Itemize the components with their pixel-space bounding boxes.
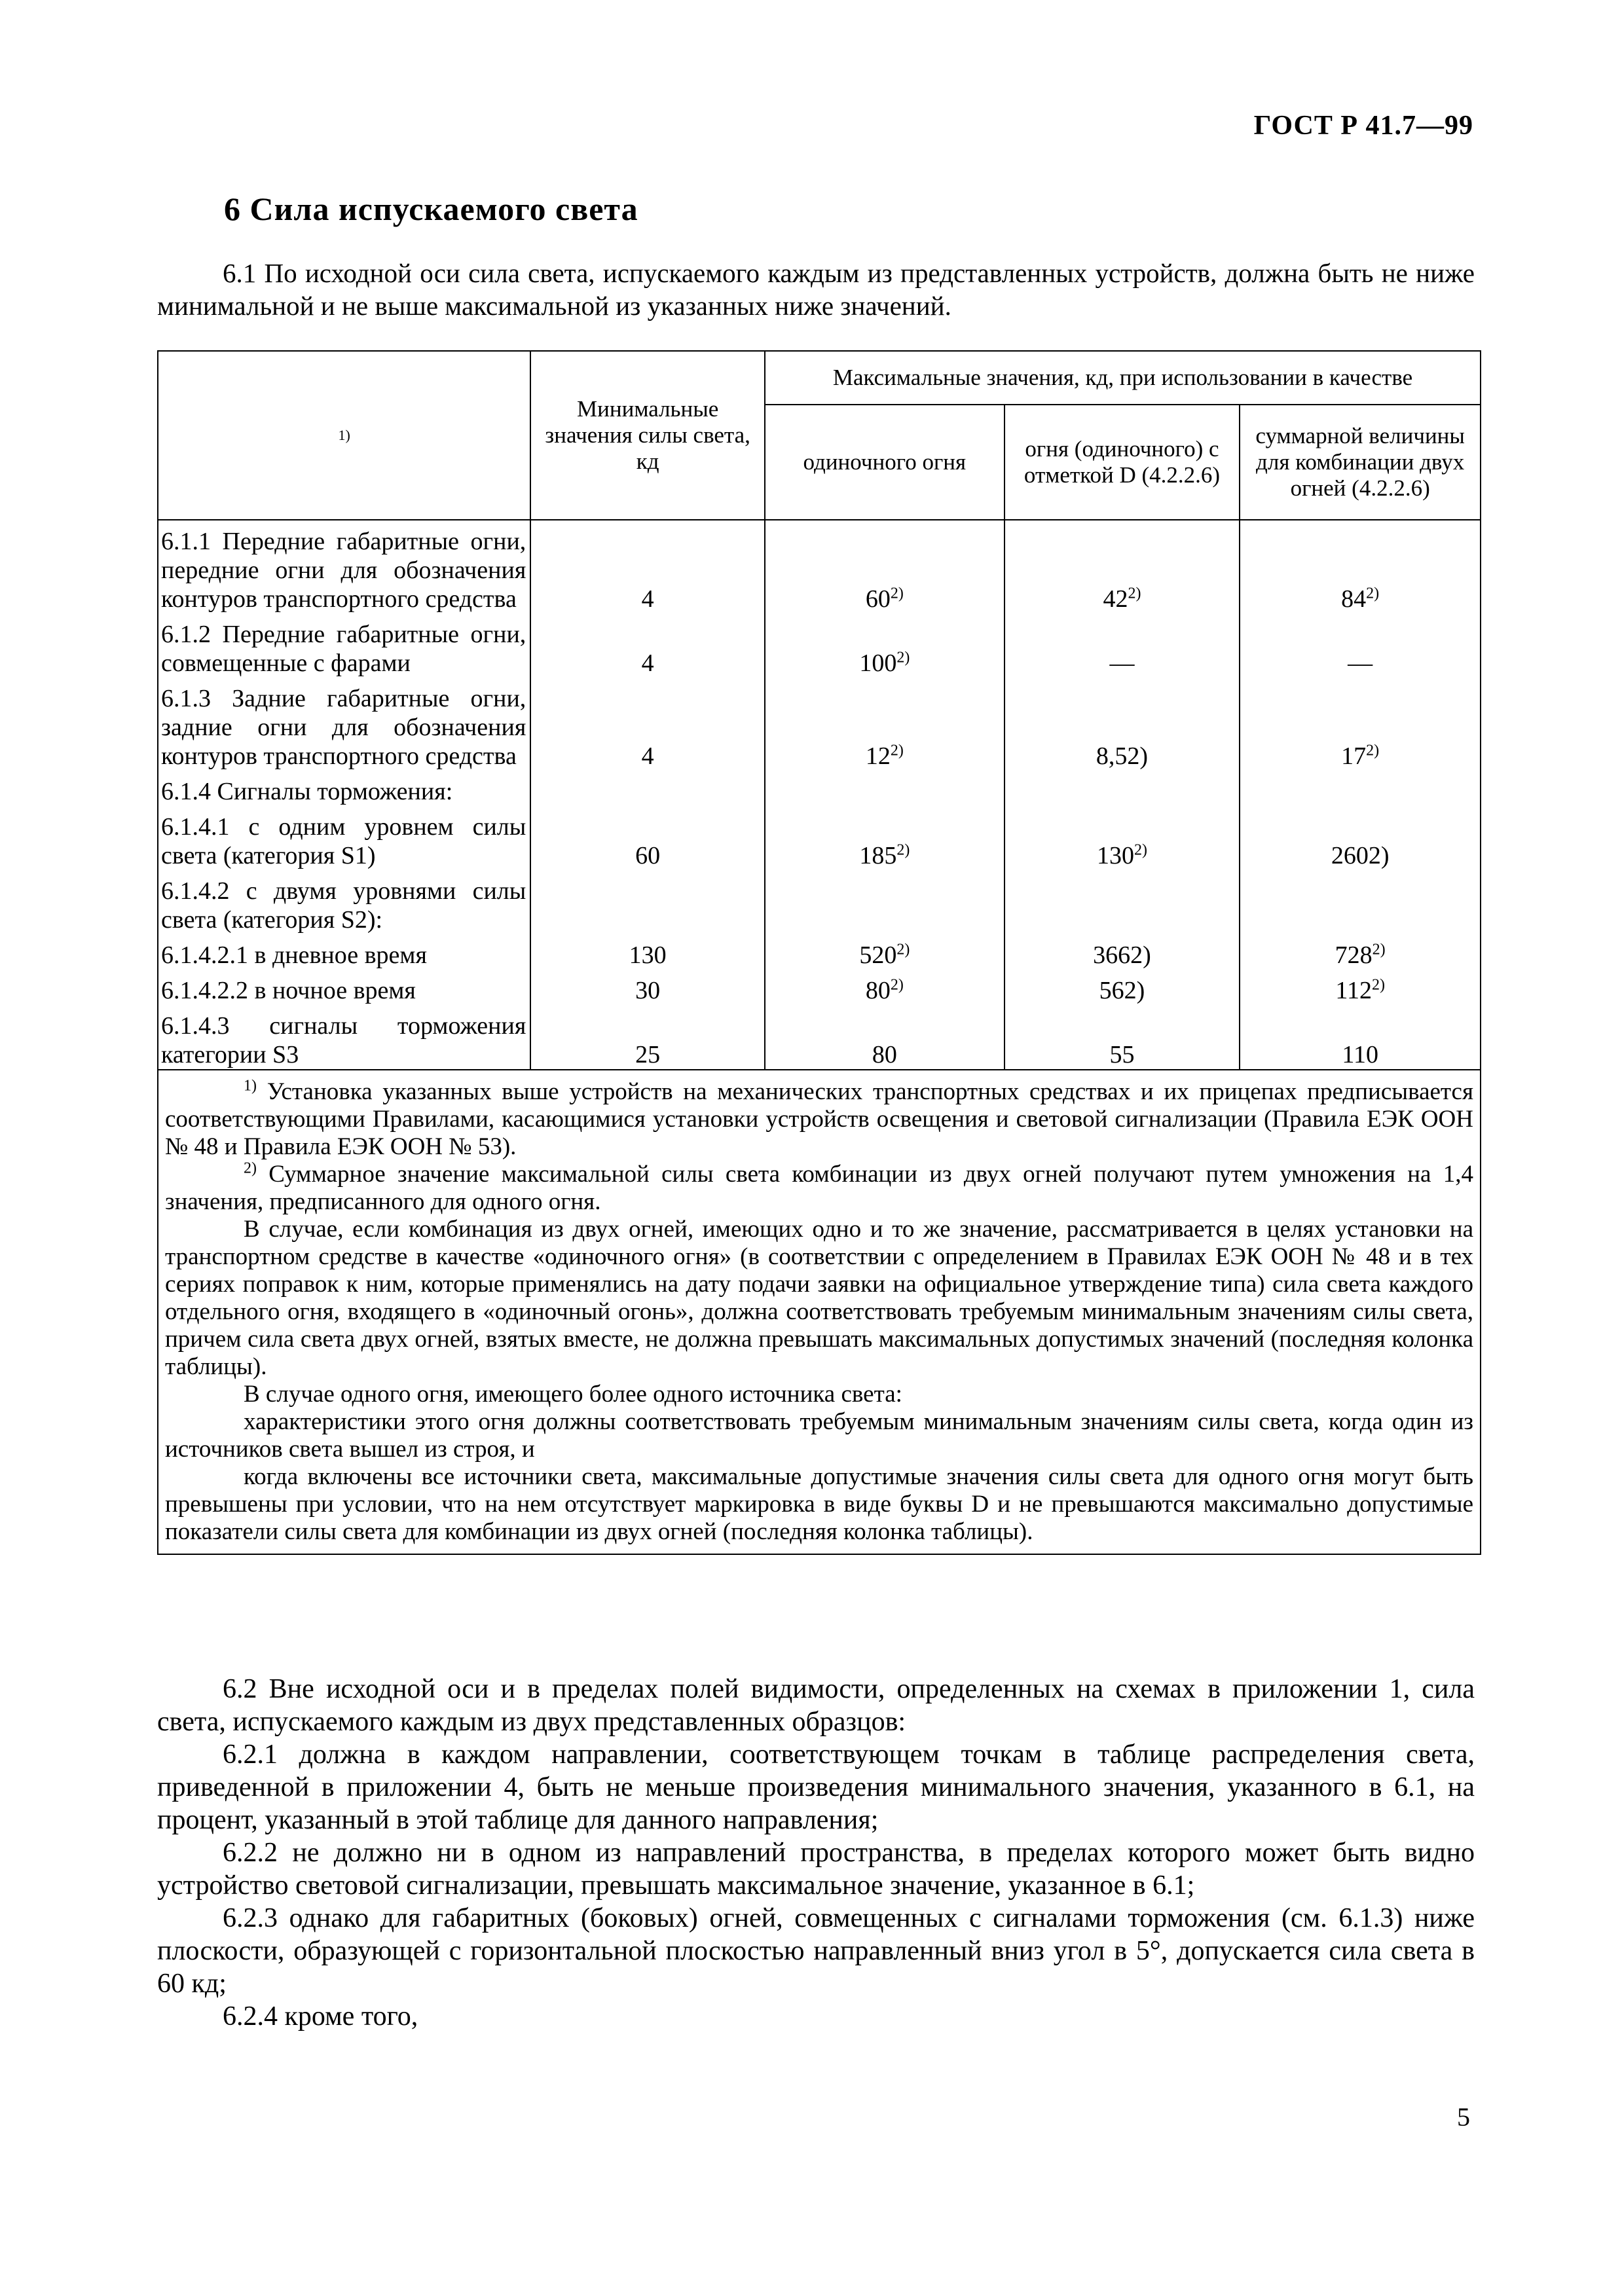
cell-single-d xyxy=(1005,771,1240,806)
cell-min: 25 xyxy=(530,1005,765,1070)
row-label: 6.1.4 Сигналы торможения: xyxy=(158,771,530,806)
document-code: ГОСТ Р 41.7—99 xyxy=(1253,111,1473,141)
cell-single-d: — xyxy=(1005,613,1240,678)
row-label: 6.1.1 Передние габаритные огни, передние огни для обозначения контуров транспортного средства xyxy=(158,520,530,613)
table-row xyxy=(158,678,1481,771)
section-title: 6 Сила испускаемого света xyxy=(224,191,638,227)
cell-single-d: 8,52) xyxy=(1005,678,1240,771)
table-row xyxy=(158,970,1481,1005)
table-row xyxy=(158,1005,1481,1070)
table-row xyxy=(158,806,1481,870)
note-all-sources: когда включены все источники света, максимальные допустимые значения силы света для одного огня могут быть превышены при условии, что на нем отсутствует маркировка в виде буквы D и не превышаются максимально допустимые показатели силы света для комбинации из двух огней (последняя колонка таблицы). xyxy=(165,1463,1473,1545)
row-label: 6.1.4.3 сигналы торможения категории S3 xyxy=(158,1005,530,1070)
row-label: 6.1.4.2.2 в ночное время xyxy=(158,970,530,1005)
cell-single: 520$^{2)}$ xyxy=(765,934,1005,970)
cell-combined xyxy=(1240,870,1481,934)
cell-min: 4 xyxy=(530,613,765,678)
table-row xyxy=(158,870,1481,934)
cell-min: 60 xyxy=(530,806,765,870)
paragraph-6-2-3: 6.2.3 однако для габаритных (боковых) огней, совмещенных с сигналами торможения (см. 6.1.3) ниже плоскости, образующей с горизонтальной плоскостью направленный вниз угол в 5°, допускается сила света в 60 кд; xyxy=(157,1903,1475,1999)
cell-combined: 2602) xyxy=(1240,806,1481,870)
table-row xyxy=(158,771,1481,806)
paragraph-6-2-1: 6.2.1 должна в каждом направлении, соответствующем точкам в таблице распределения света, приведенной в приложении 4, быть не меньше произведения минимального значения, указанного в 6.1, на процент, указанный в этой таблице для данного направления; xyxy=(157,1740,1475,1835)
cell-combined: 112$^{2)}$ xyxy=(1240,970,1481,1005)
header-single-d-light: огня (одиночного) с отметкой D (4.2.2.6) xyxy=(1005,405,1240,520)
table-notes xyxy=(158,1070,1481,1554)
table-row xyxy=(158,934,1481,970)
cell-single-d: 55 xyxy=(1005,1005,1240,1070)
cell-combined: — xyxy=(1240,613,1481,678)
cell-min: 4 xyxy=(530,520,765,613)
note-single-light: В случае одного огня, имеющего более одного источника света: xyxy=(244,1381,902,1408)
footnote-1: $^{1)}$ Установка указанных выше устройств на механических транспортных средствах и их прицепах предписывается соответствующими Правилами, касающимися установки устройств освещения и световой сигнализации (Правила ЕЭК ООН № 48 и Правила ЕЭК ООН № 53). xyxy=(165,1077,1473,1160)
cell-single: 80 xyxy=(765,1005,1005,1070)
table-row xyxy=(158,520,1481,613)
row-label: 6.1.2 Передние габаритные огни, совмещенные с фарами xyxy=(158,613,530,678)
cell-combined: 17$^{2)}$ xyxy=(1240,678,1481,771)
cell-min: 130 xyxy=(530,934,765,970)
footnote-2: $^{2)}$ Суммарное значение максимальной силы света комбинации из двух огней получают путем умножения на 1,4 значения, предписанного для одного огня. xyxy=(165,1159,1473,1215)
cell-min xyxy=(530,771,765,806)
paragraph-6-2-2: 6.2.2 не должно ни в одном из направлений пространства, в пределах которого может быть видно устройство световой сигнализации, превышать максимальное значение, указанное в 6.1; xyxy=(157,1838,1475,1901)
cell-single: 12$^{2)}$ xyxy=(765,678,1005,771)
note-combination: В случае, если комбинация из двух огней, имеющих одно и то же значение, рассматривается в целях установки на транспортном средстве в качестве «одиночного огня» (в соответствии с определением в Правилах ЕЭК ООН № 48 и в тех сериях поправок к ним, которые применялись на дату подачи заявки на официальное утверждение типа) сила света каждого отдельного огня, входящего в «одиночный огонь», должна соответствовать требуемым минимальным значениям силы света, причем сила света двух огней, взятых вместе, не должна превышать максимальных допустимых значений (последняя колонка таблицы). xyxy=(165,1216,1473,1380)
header-max-values: Максимальные значения, кд, при использовании в качестве xyxy=(765,351,1481,405)
header-footnote-cell xyxy=(158,351,530,520)
light-intensity-table xyxy=(157,350,1481,1555)
cell-min: 4 xyxy=(530,678,765,771)
cell-single: 80$^{2)}$ xyxy=(765,970,1005,1005)
cell-single: 60$^{2)}$ xyxy=(765,520,1005,613)
note-characteristics: характеристики этого огня должны соответствовать требуемым минимальным значениям силы света, когда один из источников света вышел из строя, и xyxy=(165,1408,1473,1463)
cell-combined: 84$^{2)}$ xyxy=(1240,520,1481,613)
header-min-values: Минимальные значения силы света, кд xyxy=(530,351,765,520)
paragraph-6-2: 6.2 Вне исходной оси и в пределах полей видимости, определенных на схемах в приложении 1, сила света, испускаемого каждым из двух представленных образцов: xyxy=(157,1674,1475,1737)
header-single-light: одиночного огня xyxy=(765,405,1005,520)
section-6-2-text xyxy=(157,1673,1475,2033)
cell-min: 30 xyxy=(530,970,765,1005)
page-number: 5 xyxy=(1457,2102,1470,2132)
row-label: 6.1.4.2 с двумя уровнями силы света (категория S2): xyxy=(158,870,530,934)
row-label: 6.1.4.2.1 в дневное время xyxy=(158,934,530,970)
row-label: 6.1.4.1 с одним уровнем силы света (категория S1) xyxy=(158,806,530,870)
cell-single-d xyxy=(1005,870,1240,934)
cell-single-d: 3662) xyxy=(1005,934,1240,970)
cell-single xyxy=(765,771,1005,806)
cell-single-d: 42$^{2)}$ xyxy=(1005,520,1240,613)
cell-single xyxy=(765,870,1005,934)
cell-combined: 728$^{2)}$ xyxy=(1240,934,1481,970)
paragraph-6-1: 6.1 По исходной оси сила света, испускаемого каждым из представленных устройств, должна быть не ниже минимальной и не выше максимальной из указанных ниже значений. xyxy=(157,258,1475,321)
cell-single-d: 130$^{2)}$ xyxy=(1005,806,1240,870)
cell-min xyxy=(530,870,765,934)
cell-single: 100$^{2)}$ xyxy=(765,613,1005,678)
header-combined-lights: суммарной величины для комбинации двух огней (4.2.2.6) xyxy=(1240,405,1481,520)
cell-single-d: 562) xyxy=(1005,970,1240,1005)
paragraph-6-2-4: 6.2.4 кроме того, xyxy=(223,2001,418,2032)
table-row xyxy=(158,613,1481,678)
cell-combined xyxy=(1240,771,1481,806)
cell-single: 185$^{2)}$ xyxy=(765,806,1005,870)
header-footnote-mark: 1) xyxy=(338,427,350,443)
row-label: 6.1.3 Задние габаритные огни, задние огни для обозначения контуров транспортного средства xyxy=(158,678,530,771)
cell-combined: 110 xyxy=(1240,1005,1481,1070)
